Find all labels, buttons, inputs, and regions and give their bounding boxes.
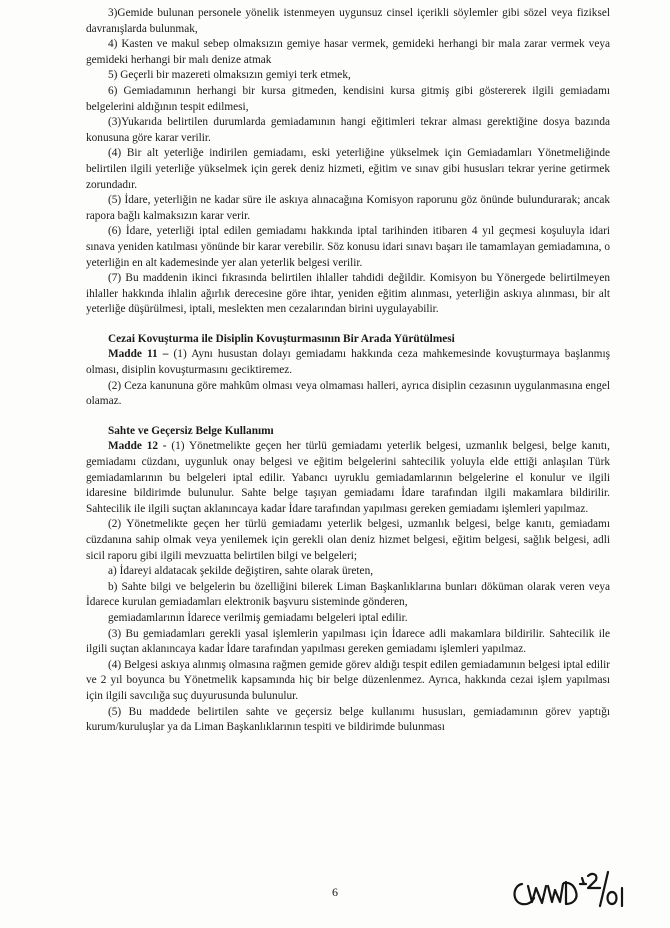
paragraph: (7) Bu maddenin ikinci fıkrasında belirtilen ihlaller tahdidi değildir. Komisyon bu Yönergede belirtilmeyen ihlaller hakkında ihlalin ağırlık derecesine göre ihtar, yeniden eğitim alınması, yeterliğin askıya alınması, bir alt yeterliğe düşürülmesi, iptali, meslekten men cezalarından birini uygulayabilir.: [86, 272, 610, 316]
clause-item: 5) Geçerli bir mazereti olmaksızın gemiyi terk etmek,: [108, 69, 351, 82]
clause-item: 3)Gemide bulunan personele yönelik istenmeyen uygunsuz cinsel içerikli söylemler gibi sözel veya fiziksel davranışlarda bulunmak,: [86, 7, 610, 35]
paragraph: (2) Ceza kanununa göre mahkûm olması veya olmaması halleri, ayrıca disiplin cezasının uygulanmasına engel olamaz.: [86, 379, 610, 408]
article-label: Madde 12 -: [108, 440, 167, 453]
clause-item: 4) Kasten ve makul sebep olmaksızın gemiye hasar vermek, gemideki herhangi bir mala zarar vermek veya gemideki herhangi bir malı denize atmak: [86, 38, 610, 66]
clause-item: 6) Gemiadamının herhangi bir kursa gitmeden, kendisini kursa gitmiş gibi göstererek ilgili gemiadamı belgelerini aldığının tespit edilmesi,: [86, 84, 610, 113]
section-article-12: [86, 424, 610, 736]
clause-item: a) İdareyi aldatacak şekilde değiştiren, sahte olarak üreten,: [108, 565, 374, 578]
paragraph: (6) İdare, yeterliği iptal edilen gemiadamı hakkında iptal tarihinden itibaren 4 yıl geçmesi koşuluyla idari sınava yeniden katılması yönünde bir karar verebilir. Söz konusu idari sınavı başarı ile tamamlayan gemiadamına, o yeterliğin en alt kademesinde yer alan yeterlik belgesi verilir.: [86, 225, 610, 269]
clause-item: gemiadamlarının İdarece verilmiş gemiadamı belgeleri iptal edilir.: [108, 611, 408, 624]
paragraph: (4) Bir alt yeterliğe indirilen gemiadamı, eski yeterliğine yükselmek için Gemiadamları Yönetmeliğinde belirtilen ilgili yeterliğe yükselmek için gerek deniz hizmeti, eğitim ve sınav gibi hususları tekrar yerine getirmek zorundadır.: [86, 147, 610, 191]
paragraph: (4) Belgesi askıya alınmış olmasına rağmen gemide görev aldığı tespit edilen gemiadamının belgesi iptal edilir ve 2 yıl boyunca bu Yönetmelik kapsamında hiç bir belge düzenlenmez. Ayrıca, hakkında cezai işlem yapılması için ilgili savcılığa suç duyurusunda bulunulur.: [86, 658, 610, 702]
article-text: (1) Yönetmelikte geçen her türlü gemiadamı yeterlik belgesi, uzmanlık belgesi, belge kanıtı, gemiadamı cüzdanı, uygunluk onay belgesi ve eğitim belgelerini sahtecilik yoluyla elde ettiği anlaşılan Türk gemiadamlarının bu belgeleri iptal edilir. Yabancı uyruklu gemiadamlarının belgelerine el konulur ve ilgili idaresine bildirimde bulunulur. Sahte belge taşıyan gemiadamı İdare tarafından ilgili makamlara bildirilir. Sahtecilik ile ilgili suçtan aklanıncaya kadar İdare tarafından yapılması gereken gemiadamı işlemleri yapılmaz.: [86, 440, 611, 515]
article-10-continuation: [86, 6, 610, 318]
section-heading: Cezai Kovuşturma ile Disiplin Kovuşturmasının Bir Arada Yürütülmesi: [108, 332, 455, 345]
paragraph: (3) Bu gemiadamları gerekli yasal işlemlerin yapılması için İdarece adli makamlara bildirilir. Sahtecilik ile ilgili suçtan aklanıncaya kadar İdare tarafından yapılması gereken gemiadamı işlemleri yapılmaz.: [86, 627, 610, 656]
section-heading: Sahte ve Geçersiz Belge Kullanımı: [108, 424, 274, 437]
section-article-11: [86, 332, 610, 410]
clause-item: b) Sahte bilgi ve belgelerin bu özelliğini bilerek Liman Başkanlıklarına bunları döküman olarak veren veya İdarece kurulan gemiadamları elektronik başvuru sisteminde gönderen,: [86, 580, 610, 609]
signature-icon: [508, 862, 628, 920]
article-label: Madde 11 –: [108, 348, 169, 361]
article-first-paragraph: [86, 439, 610, 517]
page-number: 6: [332, 885, 338, 899]
article-first-paragraph: [86, 347, 610, 378]
article-text: (1) Aynı husustan dolayı gemiadamı hakkında ceza mahkemesinde kovuşturmaya başlanmış olması, disiplin kovuşturmasını geciktiremez.: [86, 348, 610, 377]
paragraph: (5) İdare, yeterliğin ne kadar süre ile askıya alınacağına Komisyon raporunu göz önünde bulundurarak; ancak rapora bağlı kalmaksızın karar verir.: [86, 194, 610, 222]
paragraph: (3)Yukarıda belirtilen durumlarda gemiadamının hangi eğitimleri tekrar alması gerektiğine dosya bazında konusuna göre karar verilir.: [86, 116, 610, 144]
paragraph: (2) Yönetmelikte geçen her türlü gemiadamı yeterlik belgesi, uzmanlık belgesi, belge kanıtı, gemiadamı cüzdanına sahip olmak veya yenilemek için gerekli olan deniz hizmet belgesi, eğitim belgesi, sağlık belgesi, adli sicil raporu gibi ilgili mevzuatta belirtilen bilgi ve belgeleri;: [86, 518, 610, 562]
handwritten-signature: [508, 862, 628, 920]
paragraph: (5) Bu maddede belirtilen sahte ve geçersiz belge kullanımı hususları, gemiadamının görev yaptığı kurum/kuruluşlar ya da Liman Başkanlıklarının tespiti ve bildirimde bulunması: [86, 705, 610, 734]
